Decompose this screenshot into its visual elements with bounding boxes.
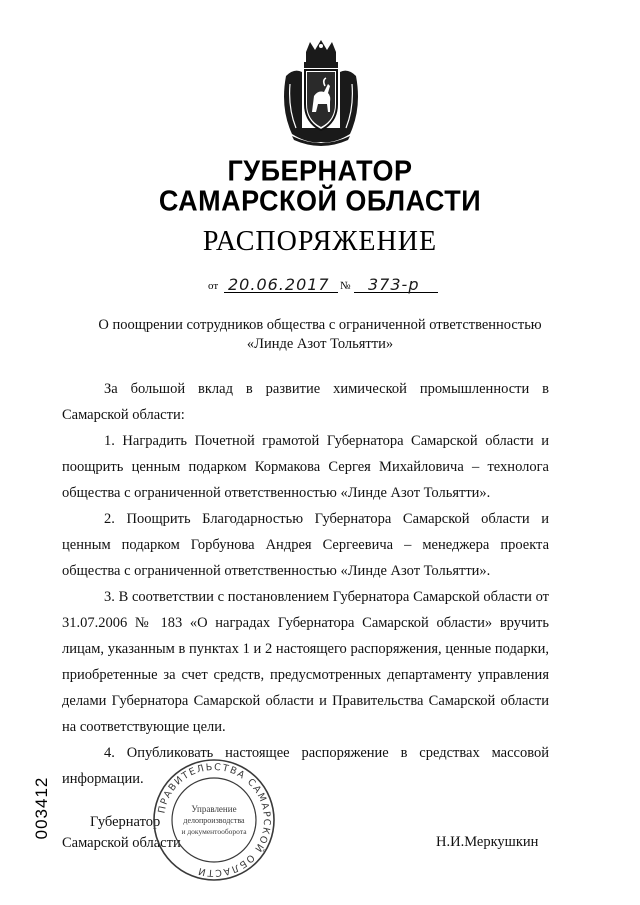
registration-number-text: 003412 xyxy=(32,776,51,840)
document-subject xyxy=(60,316,580,354)
coat-of-arms-icon xyxy=(278,38,364,146)
body-intro: За большой вклад в развитие химической промышленности в Самарской области: xyxy=(62,381,549,423)
stamp-line2: делопроизводства xyxy=(183,816,245,825)
subject-line1: О поощрении сотрудников общества с ограниченной ответственностью xyxy=(98,317,542,333)
date-from-label: от xyxy=(208,280,219,292)
body-item-3: 3. В соответствии с постановлением Губернатора Самарской области от 31.07.2006 № 183 «О наградах Губернатора Самарской области» вручить лицам, указанным в пунктах 1 и 2 настоящего распоряжения, ценные подарки, приобретенные за счет средств, предусмотренных департаменту управления делами Губернатора Самарской области и Правительства Самарской области на соответствующие цели. xyxy=(62,589,549,735)
number-label: № xyxy=(340,280,351,292)
body-item-2: 2. Поощрить Благодарностью Губернатора Самарской области и ценным подарком Горбунова Андрея Сергеевича – менеджера проекта общества с ограниченной ответственностью «Линде Азот Тольятти». xyxy=(62,511,549,579)
round-stamp-icon xyxy=(150,756,278,884)
org-title-line2: САМАРСКОЙ ОБЛАСТИ xyxy=(158,185,482,217)
signatory-title-line2: Самарской области xyxy=(62,835,181,851)
stamp-ring-text: ПРАВИТЕЛЬСТВА САМАРСКОЙ ОБЛАСТИ xyxy=(156,761,273,879)
stamp-line1: Управление xyxy=(191,804,237,814)
handwritten-date: 20.06.2017 xyxy=(228,275,330,294)
signatory-name: Н.И.Меркушкин xyxy=(436,834,539,850)
registration-number xyxy=(30,770,54,850)
signatory-title-line1: Губернатор xyxy=(90,814,161,830)
body-item-1: 1. Наградить Почетной грамотой Губернатора Самарской области и поощрить ценным подарком Кормакова Сергея Михайловича – технолога общества с ограниченной ответственностью «Линде Азот Тольятти». xyxy=(62,433,549,501)
document-type: РАСПОРЯЖЕНИЕ xyxy=(202,226,438,257)
document-body xyxy=(62,376,549,792)
org-title-line1: ГУБЕРНАТОР xyxy=(227,155,413,187)
stamp-line3: и документооборота xyxy=(181,827,247,836)
body-item-4: 4. Опубликовать настоящее распоряжение в средствах массовой информации. xyxy=(62,745,549,787)
date-number-line xyxy=(208,270,448,296)
subject-line2: «Линде Азот Тольятти» xyxy=(246,336,394,352)
handwritten-number: 373-р xyxy=(368,275,420,294)
